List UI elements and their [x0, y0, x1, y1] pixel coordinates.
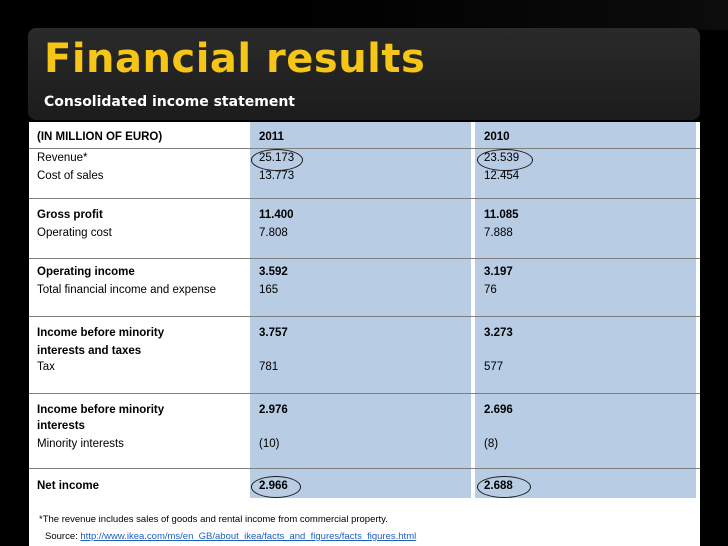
row-label: Income before minority — [37, 327, 165, 339]
value-2010: 3.273 — [484, 327, 513, 339]
highlight-circle — [251, 476, 301, 498]
row-label: Income before minority — [37, 404, 165, 416]
table-rule — [29, 393, 700, 394]
table-rule — [29, 148, 700, 149]
value-2011: 2.966 — [259, 480, 288, 492]
header-label: (IN MILLION OF EURO) — [37, 131, 163, 143]
value-2010: 7.888 — [484, 227, 513, 239]
value-2010: 2.688 — [484, 480, 513, 492]
value-2011: 781 — [259, 361, 279, 373]
value-2011: 7.808 — [259, 227, 288, 239]
value-2010: 2.696 — [484, 404, 513, 416]
table-rule — [29, 258, 700, 259]
value-2011: 25.173 — [259, 152, 295, 164]
source-link[interactable]: http://www.ikea.com/ms/en_GB/about_ikea/facts_and_figures/facts_figures.html — [80, 531, 417, 542]
value-2010: 577 — [484, 361, 504, 373]
value-2010: 3.197 — [484, 266, 513, 278]
slide-subtitle: Consolidated income statement — [44, 94, 296, 110]
table-rule — [29, 468, 700, 469]
highlight-circle — [251, 149, 303, 171]
row-label: Gross profit — [37, 209, 103, 221]
row-label: Cost of sales — [37, 170, 104, 182]
row-label: Tax — [37, 361, 55, 373]
table-rule — [29, 316, 700, 317]
row-label: interests and taxes — [37, 345, 142, 357]
row-label: Minority interests — [37, 438, 124, 450]
value-2011: (10) — [259, 438, 280, 450]
slide-title: Financial results — [44, 36, 426, 82]
value-2011: 13.773 — [259, 170, 295, 182]
value-2011: 165 — [259, 284, 279, 296]
income-statement-table — [29, 122, 700, 546]
highlight-circle — [477, 476, 531, 498]
value-2010: 12.454 — [484, 170, 520, 182]
highlight-circle — [477, 149, 533, 171]
row-label: Net income — [37, 480, 99, 492]
value-2011: 2.976 — [259, 404, 288, 416]
value-2011: 3.592 — [259, 266, 288, 278]
row-label: Operating cost — [37, 227, 112, 239]
value-2011: 11.400 — [259, 209, 294, 221]
source-prefix: Source: — [45, 531, 81, 542]
footnote: *The revenue includes sales of goods and rental income from commercial property. — [39, 514, 388, 525]
header-2011: 2011 — [259, 131, 284, 143]
title-top-band — [0, 0, 728, 30]
row-label: Revenue* — [37, 152, 88, 164]
row-label: Operating income — [37, 266, 135, 278]
value-2010: (8) — [484, 438, 499, 450]
value-2010: 23.539 — [484, 152, 520, 164]
header-2010: 2010 — [484, 131, 510, 143]
value-2010: 11.085 — [484, 209, 519, 221]
value-2011: 3.757 — [259, 327, 288, 339]
row-label: Total financial income and expense — [37, 284, 217, 296]
value-2010: 76 — [484, 284, 497, 296]
table-rule — [29, 198, 700, 199]
row-label: interests — [37, 420, 85, 432]
source-line — [45, 531, 416, 542]
